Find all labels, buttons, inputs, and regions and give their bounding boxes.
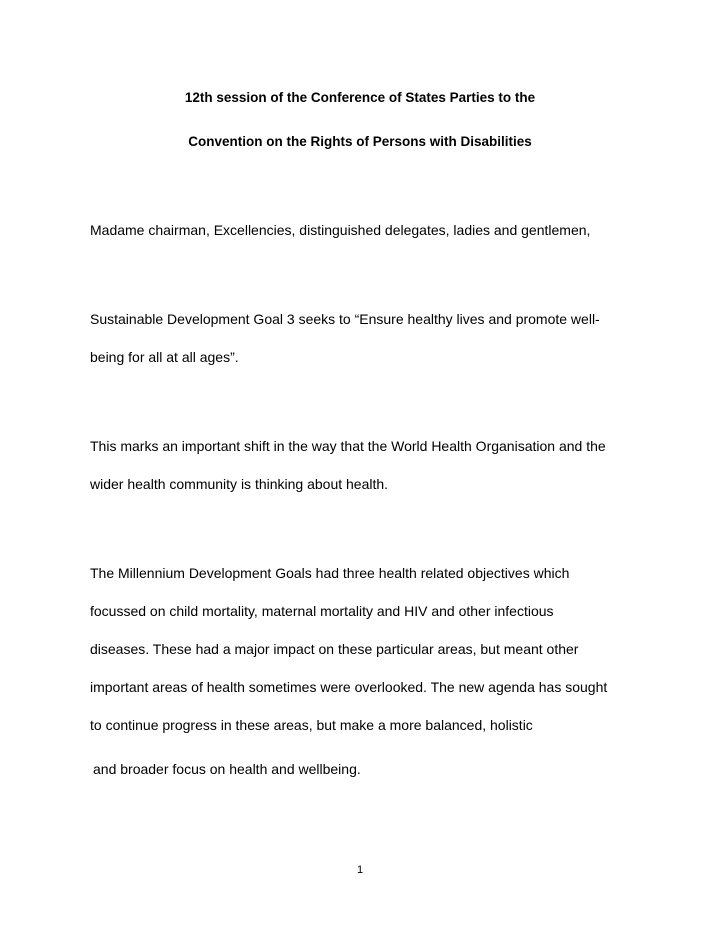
page-number: 1 xyxy=(356,864,364,876)
paragraph-3-line-2: wider health community is thinking about health. xyxy=(90,476,389,492)
paragraph-3-line-1: This marks an important shift in the way that the World Health Organisation and the xyxy=(90,438,606,454)
paragraph-4-line-3: diseases. These had a major impact on these particular areas, but meant other xyxy=(90,641,579,657)
document-title-line-2: Convention on the Rights of Persons with Disabilities xyxy=(188,134,532,149)
paragraph-4-line-1: The Millennium Development Goals had three health related objectives which xyxy=(90,565,570,581)
paragraph-4-line-5: to continue progress in these areas, but make a more balanced, holistic xyxy=(90,717,533,733)
paragraph-4-line-2: focussed on child mortality, maternal mortality and HIV and other infectious xyxy=(90,603,554,619)
paragraph-4-line-6: and broader focus on health and wellbeing. xyxy=(93,761,361,777)
document-title-line-1: 12th session of the Conference of States Parties to the xyxy=(184,90,536,105)
paragraph-4-line-4: important areas of health sometimes were overlooked. The new agenda has sought xyxy=(90,679,608,695)
paragraph-1-line-1: Madame chairman, Excellencies, distinguished delegates, ladies and gentlemen, xyxy=(90,222,591,238)
paragraph-2-line-1: Sustainable Development Goal 3 seeks to “Ensure healthy lives and promote well- xyxy=(90,311,600,327)
paragraph-2-line-2: being for all at all ages”. xyxy=(90,349,239,365)
